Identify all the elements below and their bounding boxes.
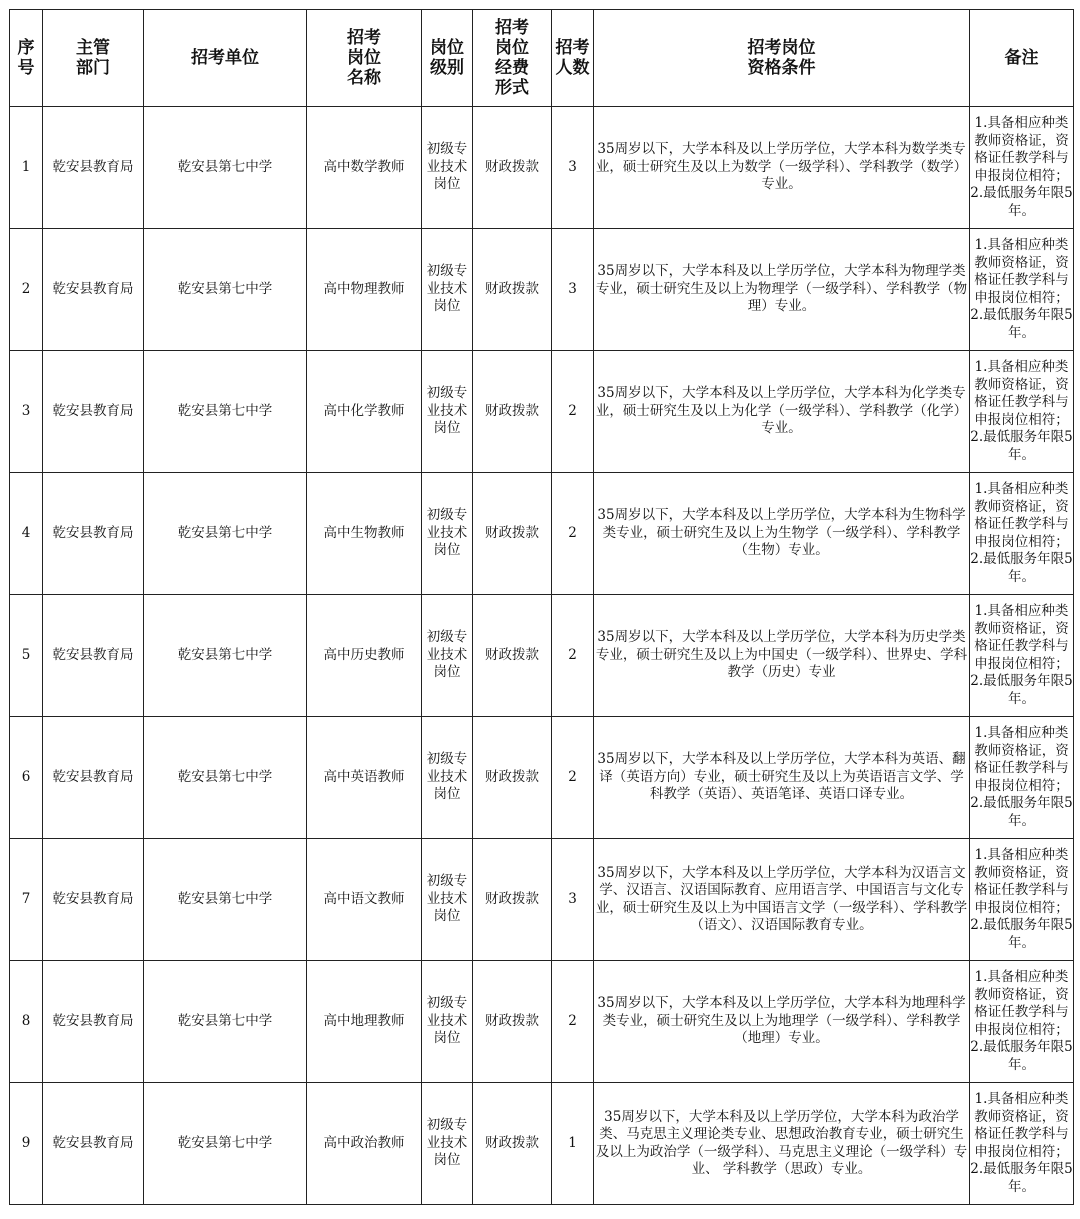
cell-requirements: 35周岁以下，大学本科及以上学历学位，大学本科为生物科学类专业，硕士研究生及以上为生物学（一级学科）、学科教学（生物）专业。 <box>594 473 970 595</box>
cell-note: 1.具备相应种类教师资格证，资格证任教学科与申报岗位相符； 2.最低服务年限5年。 <box>970 107 1074 229</box>
cell-note: 1.具备相应种类教师资格证，资格证任教学科与申报岗位相符； 2.最低服务年限5年。 <box>970 229 1074 351</box>
cell-funding: 财政拨款 <box>473 961 552 1083</box>
cell-level: 初级专业技术岗位 <box>422 473 473 595</box>
cell-dept: 乾安县教育局 <box>43 473 144 595</box>
cell-note: 1.具备相应种类教师资格证，资格证任教学科与申报岗位相符； 2.最低服务年限5年。 <box>970 351 1074 473</box>
header-dept: 主管 部门 <box>43 10 144 107</box>
cell-unit: 乾安县第七中学 <box>144 961 307 1083</box>
table-row <box>10 961 1074 1083</box>
cell-level: 初级专业技术岗位 <box>422 1083 473 1205</box>
cell-post: 高中政治教师 <box>307 1083 422 1205</box>
cell-requirements: 35周岁以下，大学本科及以上学历学位，大学本科为地理科学类专业，硕士研究生及以上为地理学（一级学科）、学科教学（地理）专业。 <box>594 961 970 1083</box>
cell-post: 高中化学教师 <box>307 351 422 473</box>
cell-seq: 9 <box>10 1083 43 1205</box>
cell-dept: 乾安县教育局 <box>43 229 144 351</box>
cell-funding: 财政拨款 <box>473 107 552 229</box>
cell-dept: 乾安县教育局 <box>43 839 144 961</box>
cell-unit: 乾安县第七中学 <box>144 107 307 229</box>
cell-unit: 乾安县第七中学 <box>144 839 307 961</box>
cell-requirements: 35周岁以下，大学本科及以上学历学位，大学本科为汉语言文学、汉语言、汉语国际教育、应用语言学、中国语言与文化专业，硕士研究生及以上为中国语言文学（一级学科）、学科教学（语文）、汉语国际教育专业。 <box>594 839 970 961</box>
table-row <box>10 1083 1074 1205</box>
cell-level: 初级专业技术岗位 <box>422 961 473 1083</box>
cell-post: 高中英语教师 <box>307 717 422 839</box>
cell-count: 3 <box>552 839 594 961</box>
header-post: 招考 岗位 名称 <box>307 10 422 107</box>
cell-level: 初级专业技术岗位 <box>422 107 473 229</box>
header-seq: 序 号 <box>10 10 43 107</box>
cell-unit: 乾安县第七中学 <box>144 717 307 839</box>
cell-seq: 6 <box>10 717 43 839</box>
header-row <box>10 10 1074 107</box>
cell-count: 2 <box>552 595 594 717</box>
cell-count: 2 <box>552 961 594 1083</box>
recruitment-table <box>9 9 1074 1205</box>
cell-dept: 乾安县教育局 <box>43 107 144 229</box>
cell-funding: 财政拨款 <box>473 473 552 595</box>
cell-funding: 财政拨款 <box>473 839 552 961</box>
cell-unit: 乾安县第七中学 <box>144 351 307 473</box>
cell-note: 1.具备相应种类教师资格证，资格证任教学科与申报岗位相符； 2.最低服务年限5年。 <box>970 839 1074 961</box>
cell-note: 1.具备相应种类教师资格证，资格证任教学科与申报岗位相符； 2.最低服务年限5年。 <box>970 1083 1074 1205</box>
table-row <box>10 717 1074 839</box>
cell-seq: 2 <box>10 229 43 351</box>
cell-post: 高中地理教师 <box>307 961 422 1083</box>
cell-post: 高中数学教师 <box>307 107 422 229</box>
cell-seq: 1 <box>10 107 43 229</box>
cell-seq: 3 <box>10 351 43 473</box>
cell-post: 高中物理教师 <box>307 229 422 351</box>
cell-unit: 乾安县第七中学 <box>144 229 307 351</box>
cell-count: 3 <box>552 107 594 229</box>
cell-funding: 财政拨款 <box>473 717 552 839</box>
cell-dept: 乾安县教育局 <box>43 717 144 839</box>
cell-note: 1.具备相应种类教师资格证，资格证任教学科与申报岗位相符； 2.最低服务年限5年。 <box>970 595 1074 717</box>
cell-unit: 乾安县第七中学 <box>144 473 307 595</box>
cell-post: 高中生物教师 <box>307 473 422 595</box>
cell-funding: 财政拨款 <box>473 351 552 473</box>
cell-funding: 财政拨款 <box>473 595 552 717</box>
cell-count: 2 <box>552 473 594 595</box>
table-row <box>10 107 1074 229</box>
cell-level: 初级专业技术岗位 <box>422 351 473 473</box>
cell-count: 3 <box>552 229 594 351</box>
table-row <box>10 839 1074 961</box>
cell-dept: 乾安县教育局 <box>43 351 144 473</box>
cell-unit: 乾安县第七中学 <box>144 595 307 717</box>
cell-count: 2 <box>552 717 594 839</box>
cell-seq: 5 <box>10 595 43 717</box>
cell-requirements: 35周岁以下，大学本科及以上学历学位，大学本科为英语、翻译（英语方向）专业，硕士研究生及以上为英语语言文学、学科教学（英语）、英语笔译、英语口译专业。 <box>594 717 970 839</box>
header-unit: 招考单位 <box>144 10 307 107</box>
cell-seq: 7 <box>10 839 43 961</box>
table-row <box>10 229 1074 351</box>
cell-funding: 财政拨款 <box>473 229 552 351</box>
cell-unit: 乾安县第七中学 <box>144 1083 307 1205</box>
cell-post: 高中历史教师 <box>307 595 422 717</box>
cell-level: 初级专业技术岗位 <box>422 839 473 961</box>
cell-seq: 4 <box>10 473 43 595</box>
cell-seq: 8 <box>10 961 43 1083</box>
cell-count: 2 <box>552 351 594 473</box>
cell-requirements: 35周岁以下，大学本科及以上学历学位，大学本科为化学类专业，硕士研究生及以上为化学（一级学科）、学科教学（化学）专业。 <box>594 351 970 473</box>
cell-count: 1 <box>552 1083 594 1205</box>
cell-post: 高中语文教师 <box>307 839 422 961</box>
cell-note: 1.具备相应种类教师资格证，资格证任教学科与申报岗位相符； 2.最低服务年限5年。 <box>970 717 1074 839</box>
header-count: 招考 人数 <box>552 10 594 107</box>
cell-funding: 财政拨款 <box>473 1083 552 1205</box>
header-note: 备注 <box>970 10 1074 107</box>
header-funding: 招考 岗位 经费 形式 <box>473 10 552 107</box>
cell-requirements: 35周岁以下，大学本科及以上学历学位，大学本科为数学类专业，硕士研究生及以上为数学（一级学科）、学科教学（数学）专业。 <box>594 107 970 229</box>
cell-level: 初级专业技术岗位 <box>422 595 473 717</box>
cell-requirements: 35周岁以下，大学本科及以上学历学位，大学本科为物理学类专业，硕士研究生及以上为物理学（一级学科）、学科教学（物理）专业。 <box>594 229 970 351</box>
cell-dept: 乾安县教育局 <box>43 1083 144 1205</box>
table-row <box>10 473 1074 595</box>
table-row <box>10 351 1074 473</box>
cell-note: 1.具备相应种类教师资格证，资格证任教学科与申报岗位相符； 2.最低服务年限5年。 <box>970 961 1074 1083</box>
header-req: 招考岗位 资格条件 <box>594 10 970 107</box>
cell-dept: 乾安县教育局 <box>43 961 144 1083</box>
cell-requirements: 35周岁以下，大学本科及以上学历学位，大学本科为历史学类专业，硕士研究生及以上为中国史（一级学科）、世界史、学科教学（历史）专业 <box>594 595 970 717</box>
cell-note: 1.具备相应种类教师资格证，资格证任教学科与申报岗位相符； 2.最低服务年限5年。 <box>970 473 1074 595</box>
cell-level: 初级专业技术岗位 <box>422 717 473 839</box>
cell-level: 初级专业技术岗位 <box>422 229 473 351</box>
cell-requirements: 35周岁以下，大学本科及以上学历学位，大学本科为政治学类、马克思主义理论类专业、思想政治教育专业，硕士研究生及以上为政治学（一级学科）、马克思主义理论（一级学科）专业、 学科教学（思政）专业。 <box>594 1083 970 1205</box>
cell-dept: 乾安县教育局 <box>43 595 144 717</box>
header-level: 岗位 级别 <box>422 10 473 107</box>
table-row <box>10 595 1074 717</box>
